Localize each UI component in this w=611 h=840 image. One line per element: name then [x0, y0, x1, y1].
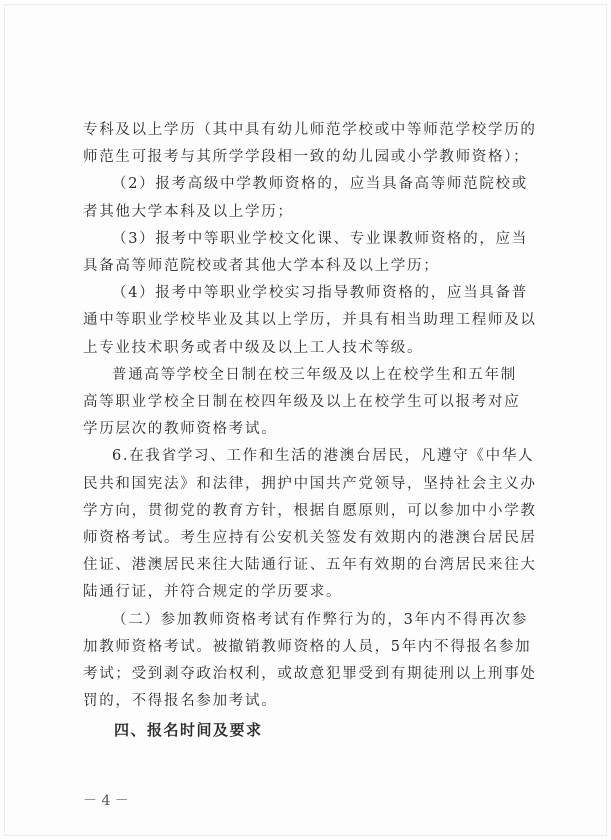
text-line-4: 者其他大学本科及以上学历；	[83, 204, 294, 220]
text-line-22: 罚的，不得报名参加考试。	[83, 693, 278, 709]
text-line-12: 学历层次的教师资格考试。	[83, 421, 278, 437]
text-line-2: 师范生可报考与其所学学段相一致的幼儿园或小学教师资格）；	[83, 149, 530, 165]
text-line-1: 专科及以上学历（其中具有幼儿师范学校或中等师范学校学历的	[83, 122, 537, 138]
text-line-17: 住证、港澳居民来往大陆通行证、五年有效期的台湾居民来往大	[83, 557, 537, 573]
text-line-3: （2）报考高级中学教师资格的，应当具备高等师范院校或	[112, 176, 528, 192]
text-line-5: （3）报考中等职业学校文化课、专业课教师资格的，应当	[112, 231, 528, 247]
text-line-10: 普通高等学校全日制在校三年级及以上在校学生和五年制	[112, 367, 517, 383]
text-line-18: 陆通行证，并符合规定的学历要求。	[83, 584, 343, 600]
text-line-21: 考试；受到剥夺政治权利，或故意犯罪受到有期徒刑以上刑事处	[83, 666, 537, 682]
text-line-13: 6.在我省学习、工作和生活的港澳台居民，凡遵守《中华人	[112, 448, 535, 464]
text-line-14: 民共和国宪法》和法律，拥护中国共产党领导，坚持社会主义办	[83, 476, 537, 492]
text-line-20: 加教师资格考试。被撤销教师资格的人员，5年内不得报名参加	[83, 639, 532, 655]
text-line-16: 师资格考试。考生应持有公安机关签发有效期内的港澳台居民居	[83, 530, 537, 546]
text-line-19: （二）参加教师资格考试有作弊行为的，3年内不得再次参	[112, 612, 528, 628]
text-line-8: 通中等职业学校毕业及其以上学历，并具有相当助理工程师及以	[83, 312, 537, 328]
text-line-6: 具备高等师范院校或者其他大学本科及以上学历；	[83, 258, 440, 274]
page-number: － 4 －	[83, 793, 129, 809]
section-heading: 四、报名时间及要求	[114, 721, 263, 739]
text-line-7: （4）报考中等职业学校实习指导教师资格的，应当具备普	[112, 285, 528, 301]
text-line-15: 学方向，贯彻党的教育方针，根据自愿原则，可以参加中小学教	[83, 503, 537, 519]
text-line-9: 上专业技术职务或者中级及以上工人技术等级。	[83, 340, 424, 356]
text-line-11: 高等职业学校全日制在校四年级及以上在校学生可以报考对应	[83, 394, 521, 410]
